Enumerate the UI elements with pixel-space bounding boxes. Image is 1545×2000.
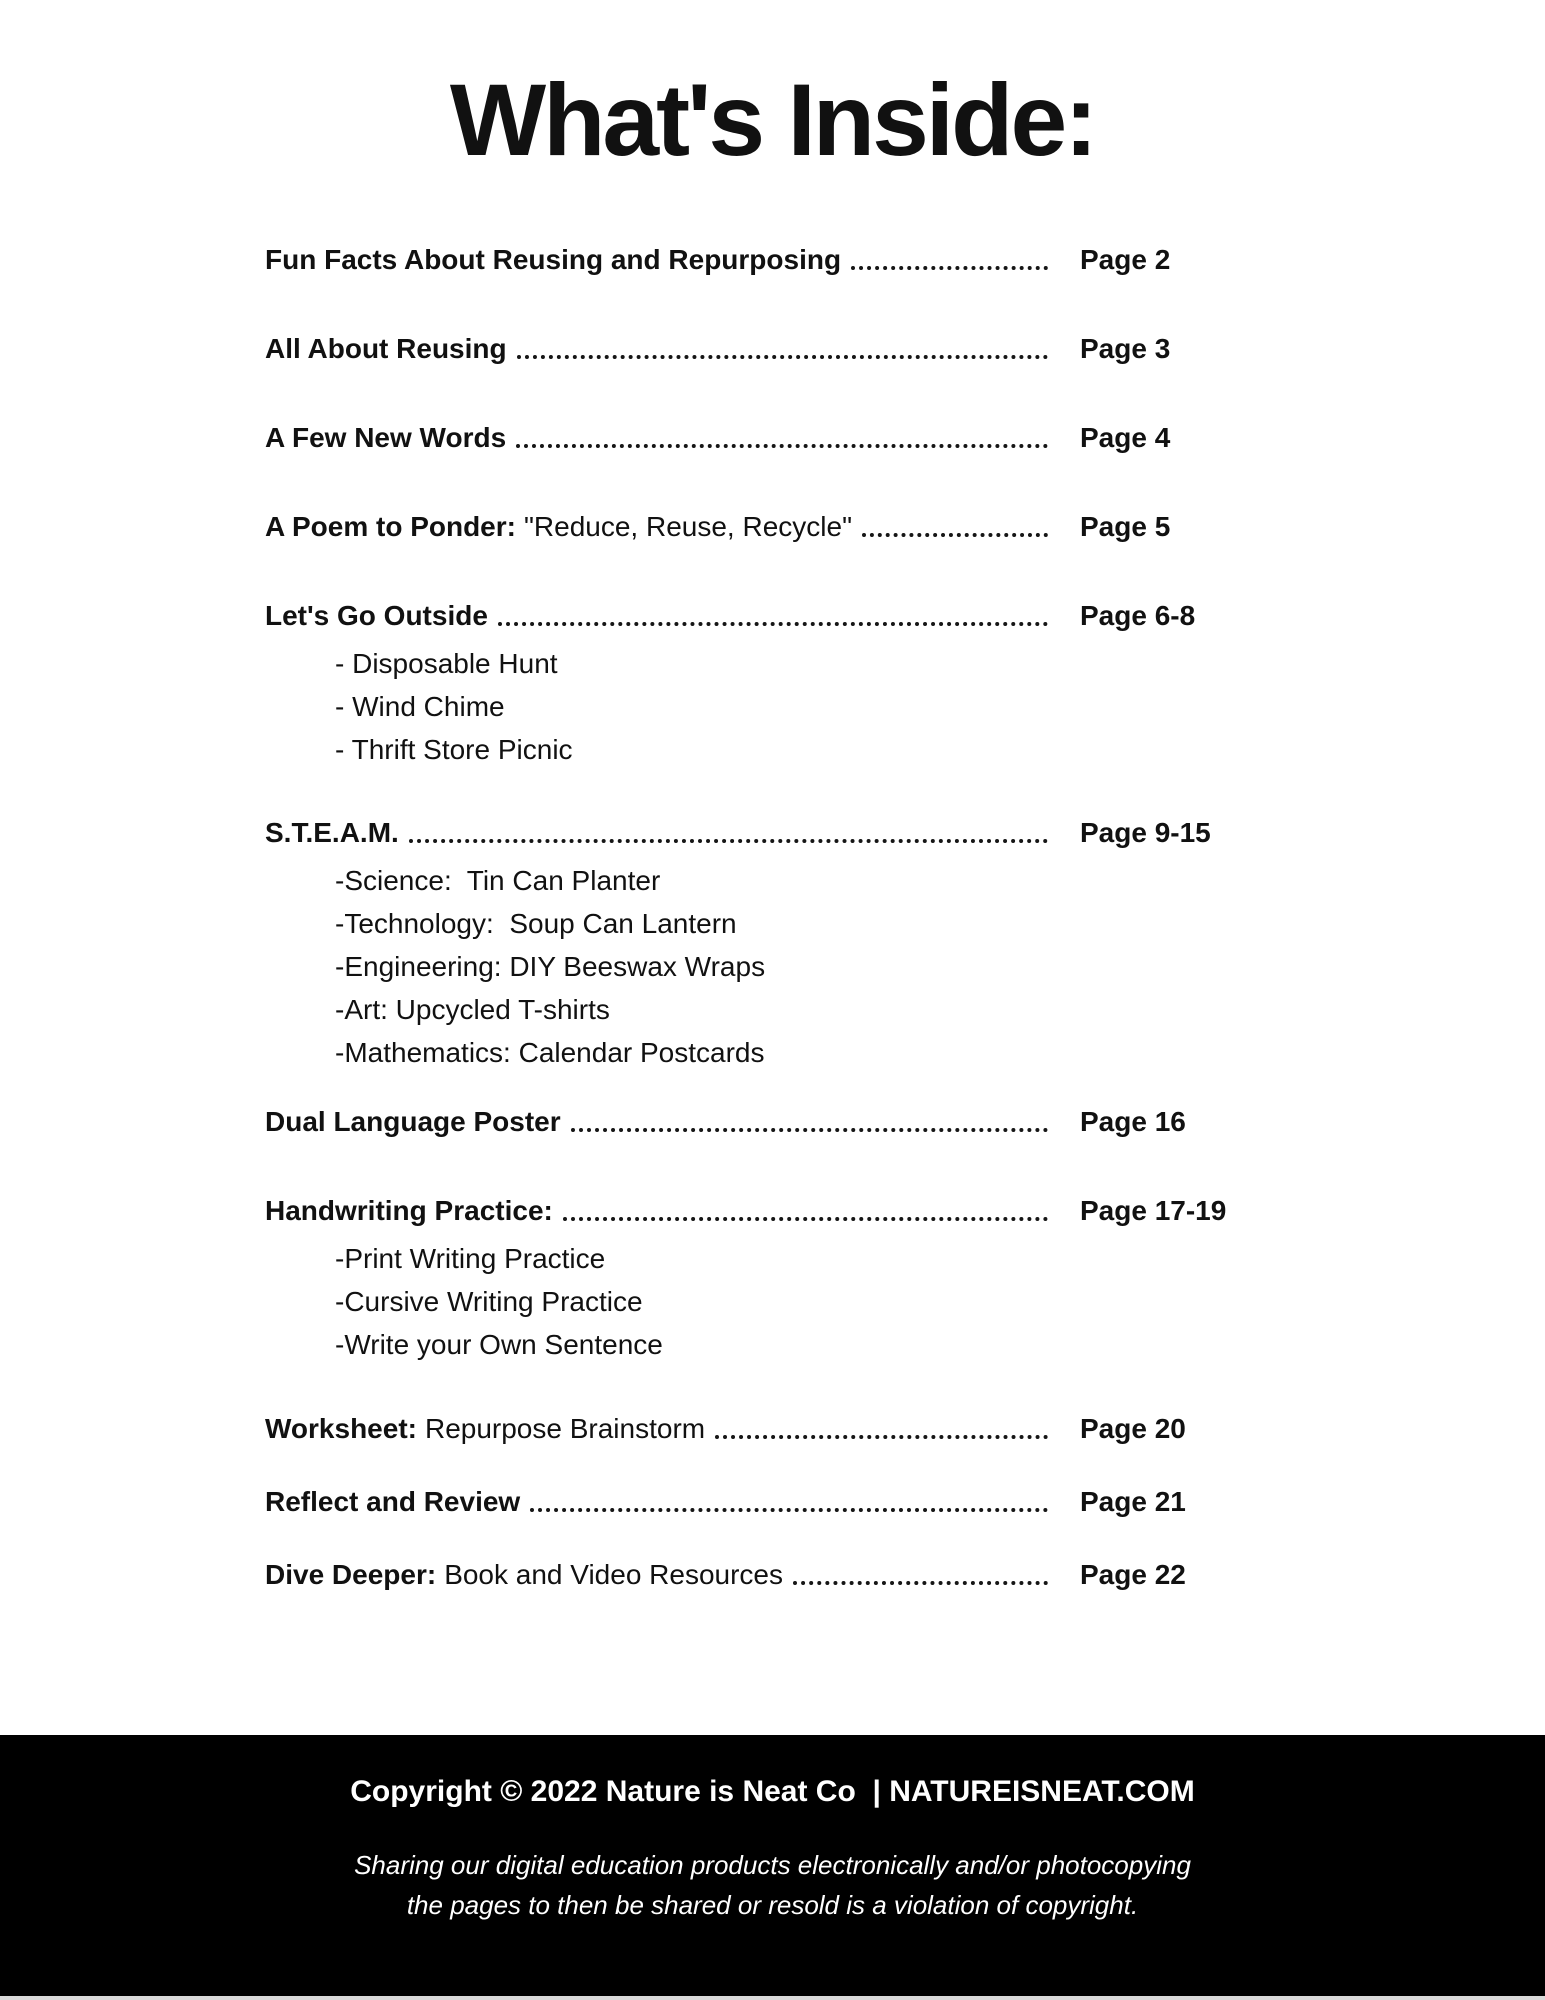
toc-entry-label	[265, 420, 506, 455]
toc-entry-title: A Few New Words	[265, 422, 507, 454]
toc-entry-line	[265, 1557, 1280, 1592]
dot-leader	[793, 1581, 1048, 1585]
dot-leader	[498, 622, 1048, 626]
toc-entry-title: Fun Facts About Reusing and Repurposing	[265, 244, 842, 276]
toc-entry-subtitle: Book and Video Resources	[444, 1559, 784, 1591]
toc-entry-label	[265, 815, 399, 850]
toc-entry	[265, 1193, 1280, 1366]
table-of-contents	[265, 242, 1280, 1592]
copyright-text: Copyright © 2022 Nature is Neat Co | NATUREISNEAT.COM	[350, 1775, 1195, 1808]
toc-entry-subtitle: "Reduce, Reuse, Recycle"	[523, 511, 853, 543]
toc-entry-line	[265, 1484, 1280, 1519]
toc-entry	[265, 1104, 1280, 1139]
toc-entry	[265, 598, 1280, 771]
toc-entry-title: Worksheet:	[265, 1413, 417, 1445]
toc-sub-list	[265, 1237, 1280, 1366]
footer	[0, 1735, 1545, 2000]
dot-leader	[563, 1217, 1048, 1221]
toc-sub-item: -Mathematics: Calendar Postcards	[335, 1037, 765, 1069]
toc-entry-label	[265, 1484, 520, 1519]
toc-entry-page: Page 16	[1080, 1106, 1186, 1138]
toc-entry-line	[265, 1411, 1280, 1446]
toc-sub-item: -Engineering: DIY Beeswax Wraps	[335, 951, 766, 983]
toc-sub-item: -Art: Upcycled T-shirts	[335, 994, 610, 1026]
toc-sub-item: -Cursive Writing Practice	[335, 1286, 643, 1318]
toc-entry-title: Handwriting Practice:	[265, 1195, 553, 1227]
toc-entry-page: Page 5	[1080, 511, 1171, 543]
toc-entry-page: Page 9-15	[1080, 817, 1211, 849]
toc-entry-line	[265, 1104, 1280, 1139]
dot-leader	[530, 1508, 1048, 1512]
toc-sub-item: -Print Writing Practice	[335, 1243, 606, 1275]
toc-entry-line	[265, 420, 1280, 455]
toc-entry	[265, 509, 1280, 544]
page-title: What's Inside:	[449, 63, 1096, 177]
toc-entry-title: All About Reusing	[265, 333, 507, 365]
toc-entry	[265, 1411, 1280, 1446]
toc-entry-line	[265, 1193, 1280, 1228]
toc-entry-line	[265, 331, 1280, 366]
toc-sub-list	[265, 642, 1280, 771]
toc-entry-title: Reflect and Review	[265, 1486, 521, 1518]
toc-entry-label	[265, 1411, 705, 1446]
toc-entry-title: Dive Deeper:	[265, 1559, 437, 1591]
toc-entry-page: Page 17-19	[1080, 1195, 1227, 1227]
toc-entry-label	[265, 331, 507, 366]
toc-entry-line	[265, 815, 1280, 850]
toc-entry-page: Page 22	[1080, 1559, 1186, 1591]
toc-sub-item: - Disposable Hunt	[335, 648, 558, 680]
copyright-disclaimer	[0, 1845, 1545, 1925]
toc-entry	[265, 331, 1280, 366]
toc-entry-label	[265, 242, 841, 277]
disclaimer-line-1: Sharing our digital education products electronically and/or photocopying	[354, 1849, 1191, 1880]
dot-leader	[571, 1128, 1048, 1132]
toc-sub-item: -Science: Tin Can Planter	[335, 865, 661, 897]
toc-entry-page: Page 20	[1080, 1413, 1186, 1445]
toc-sub-list	[265, 859, 1280, 1074]
toc-sub-item: - Thrift Store Picnic	[335, 734, 573, 766]
toc-sub-item: -Technology: Soup Can Lantern	[335, 908, 737, 940]
toc-entry	[265, 1557, 1280, 1592]
toc-entry-label	[265, 598, 488, 633]
toc-entry-title: Dual Language Poster	[265, 1106, 561, 1138]
dot-leader	[851, 266, 1048, 270]
toc-entry-title: Let's Go Outside	[265, 600, 488, 632]
toc-entry	[265, 815, 1280, 1074]
dot-leader	[862, 533, 1048, 537]
dot-leader	[409, 839, 1048, 843]
toc-entry-line	[265, 242, 1280, 277]
toc-entry-page: Page 2	[1080, 244, 1171, 276]
disclaimer-line-2: the pages to then be shared or resold is a violation of copyright.	[406, 1889, 1139, 1920]
toc-entry-page: Page 6-8	[1080, 600, 1196, 632]
toc-entry-title: S.T.E.A.M.	[265, 817, 399, 849]
toc-entry-label	[265, 1557, 783, 1592]
toc-entry-page: Page 21	[1080, 1486, 1186, 1518]
toc-entry-title: A Poem to Ponder:	[265, 511, 516, 543]
toc-sub-item: -Write your Own Sentence	[335, 1329, 663, 1361]
toc-entry-line	[265, 509, 1280, 544]
toc-entry	[265, 420, 1280, 455]
toc-entry-label	[265, 1193, 553, 1228]
toc-entry-label	[265, 1104, 561, 1139]
toc-sub-item: - Wind Chime	[335, 691, 505, 723]
toc-entry-subtitle: Repurpose Brainstorm	[424, 1413, 706, 1445]
dot-leader	[715, 1435, 1048, 1439]
toc-entry-page: Page 3	[1080, 333, 1171, 365]
toc-entry-label	[265, 509, 852, 544]
dot-leader	[517, 355, 1048, 359]
toc-entry	[265, 1484, 1280, 1519]
dot-leader	[516, 444, 1048, 448]
toc-entry-line	[265, 598, 1280, 633]
toc-entry-page: Page 4	[1080, 422, 1171, 454]
toc-entry	[265, 242, 1280, 277]
